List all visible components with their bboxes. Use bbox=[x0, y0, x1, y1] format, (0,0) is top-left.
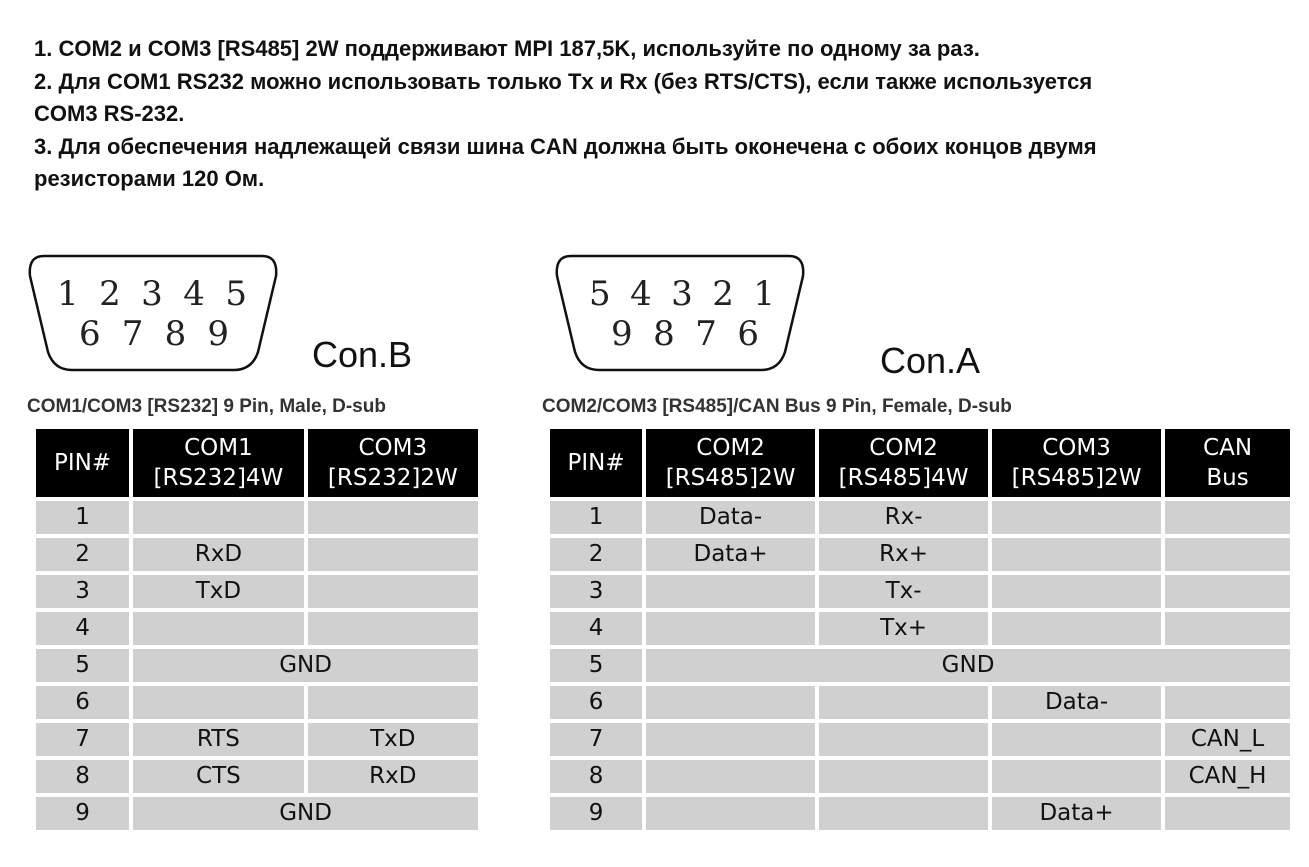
com3-2w-cell: Data+ bbox=[992, 797, 1161, 830]
con-a-caption: COM2/COM3 [RS485]/CAN Bus 9 Pin, Female, D-sub bbox=[542, 396, 1012, 417]
com3-cell bbox=[308, 538, 478, 571]
com2-2w-cell bbox=[646, 760, 815, 793]
com2-2w-cell bbox=[646, 797, 815, 830]
con-b-title: Con.B bbox=[312, 334, 413, 375]
header-can-bus: CAN Bus bbox=[1165, 429, 1290, 497]
pin-label: 1 bbox=[57, 274, 79, 314]
table-row bbox=[550, 538, 1290, 571]
table-row bbox=[550, 649, 1290, 682]
pin-label: 3 bbox=[141, 274, 163, 314]
notes-block bbox=[34, 33, 1284, 196]
pin-cell: 3 bbox=[550, 575, 642, 608]
com3-2w-cell bbox=[992, 538, 1161, 571]
pin-cell: 3 bbox=[36, 575, 129, 608]
pin-cell: 4 bbox=[36, 612, 129, 645]
table-row bbox=[36, 723, 478, 756]
table-row bbox=[36, 797, 478, 830]
pin-cell: 8 bbox=[36, 760, 129, 793]
com1-cell: TxD bbox=[133, 575, 303, 608]
com2-4w-cell: Rx+ bbox=[819, 538, 988, 571]
pin-label: 7 bbox=[121, 314, 144, 354]
pin-cell: 6 bbox=[550, 686, 642, 719]
can-bus-cell bbox=[1165, 797, 1290, 830]
pin-label: 2 bbox=[712, 274, 734, 314]
com1-cell: CTS bbox=[133, 760, 303, 793]
gnd-cell: GND bbox=[133, 797, 478, 830]
can-bus-cell bbox=[1165, 501, 1290, 534]
table-row bbox=[550, 575, 1290, 608]
pin-cell: 5 bbox=[36, 649, 129, 682]
com2-2w-cell: Data- bbox=[646, 501, 815, 534]
con-b-caption: COM1/COM3 [RS232] 9 Pin, Male, D-sub bbox=[27, 396, 386, 417]
com2-2w-cell bbox=[646, 723, 815, 756]
com3-2w-cell bbox=[992, 575, 1161, 608]
table-row bbox=[550, 501, 1290, 534]
pin-cell: 1 bbox=[550, 501, 642, 534]
pin-cell: 7 bbox=[550, 723, 642, 756]
pin-cell: 1 bbox=[36, 501, 129, 534]
header-pin: PIN# bbox=[36, 429, 129, 497]
header-com1: COM1 [RS232]4W bbox=[133, 429, 303, 497]
com2-4w-cell bbox=[819, 797, 988, 830]
pin-cell: 6 bbox=[36, 686, 129, 719]
com2-4w-cell bbox=[819, 760, 988, 793]
pin-label: 6 bbox=[79, 314, 101, 354]
table-header-row bbox=[36, 429, 478, 497]
pin-cell: 5 bbox=[550, 649, 642, 682]
com2-2w-cell bbox=[646, 686, 815, 719]
pin-cell: 2 bbox=[550, 538, 642, 571]
table-row bbox=[36, 575, 478, 608]
pin-label: 4 bbox=[183, 274, 205, 314]
table-row bbox=[36, 686, 478, 719]
pin-cell: 9 bbox=[550, 797, 642, 830]
con-a-title: Con.A bbox=[880, 340, 981, 381]
header-com2-4w: COM2 [RS485]4W bbox=[819, 429, 988, 497]
com1-cell bbox=[133, 501, 303, 534]
table-row bbox=[550, 797, 1290, 830]
pin-label: 5 bbox=[225, 274, 247, 314]
table-row bbox=[550, 723, 1290, 756]
com3-2w-cell bbox=[992, 501, 1161, 534]
table-row bbox=[36, 760, 478, 793]
pin-label: 5 bbox=[589, 274, 611, 314]
note-2: 2. Для COM1 RS232 можно использовать только Tx и Rx (без RTS/CTS), если также используется COM3 RS-232. bbox=[34, 68, 1093, 126]
pin-cell: 9 bbox=[36, 797, 129, 830]
gnd-cell: GND bbox=[646, 649, 1290, 682]
com1-cell: RxD bbox=[133, 538, 303, 571]
com2-4w-cell bbox=[819, 686, 988, 719]
pin-label: 9 bbox=[207, 314, 229, 354]
com3-2w-cell: Data- bbox=[992, 686, 1161, 719]
com2-4w-cell bbox=[819, 723, 988, 756]
pin-label: 6 bbox=[737, 314, 759, 354]
pin-label: 2 bbox=[99, 274, 121, 314]
com3-cell: TxD bbox=[308, 723, 478, 756]
table-header-row bbox=[550, 429, 1290, 497]
pin-label: 3 bbox=[671, 274, 693, 314]
com2-4w-cell: Tx+ bbox=[819, 612, 988, 645]
pin-cell: 8 bbox=[550, 760, 642, 793]
pin-label: 9 bbox=[611, 314, 633, 354]
connector-a-diagram bbox=[553, 252, 813, 377]
can-bus-cell: CAN_H bbox=[1165, 760, 1290, 793]
header-com3-2w: COM3 [RS485]2W bbox=[992, 429, 1161, 497]
table-row bbox=[36, 538, 478, 571]
table-row bbox=[550, 612, 1290, 645]
table-row bbox=[550, 760, 1290, 793]
con-b-pin-table bbox=[32, 425, 482, 834]
pin-label: 4 bbox=[630, 274, 652, 314]
com1-cell bbox=[133, 686, 303, 719]
table-row bbox=[36, 501, 478, 534]
com3-cell bbox=[308, 501, 478, 534]
com3-cell bbox=[308, 575, 478, 608]
gnd-cell: GND bbox=[133, 649, 478, 682]
table-row bbox=[36, 649, 478, 682]
com2-2w-cell bbox=[646, 612, 815, 645]
can-bus-cell: CAN_L bbox=[1165, 723, 1290, 756]
com2-2w-cell: Data+ bbox=[646, 538, 815, 571]
header-com3: COM3 [RS232]2W bbox=[308, 429, 478, 497]
connector-b-diagram bbox=[26, 252, 286, 377]
header-pin: PIN# bbox=[550, 429, 642, 497]
can-bus-cell bbox=[1165, 538, 1290, 571]
pin-label: 1 bbox=[753, 274, 775, 314]
note-1: 1. COM2 и COM3 [RS485] 2W поддерживают MPI 187,5K, используйте по одному за раз. bbox=[34, 36, 980, 61]
com2-2w-cell bbox=[646, 575, 815, 608]
header-com2-2w: COM2 [RS485]2W bbox=[646, 429, 815, 497]
com3-2w-cell bbox=[992, 612, 1161, 645]
pin-label: 7 bbox=[695, 314, 717, 354]
com3-cell bbox=[308, 612, 478, 645]
pin-label: 8 bbox=[653, 314, 675, 354]
com2-4w-cell: Rx- bbox=[819, 501, 988, 534]
com3-cell: RxD bbox=[308, 760, 478, 793]
com2-4w-cell: Tx- bbox=[819, 575, 988, 608]
pin-cell: 4 bbox=[550, 612, 642, 645]
com3-cell bbox=[308, 686, 478, 719]
can-bus-cell bbox=[1165, 612, 1290, 645]
com3-2w-cell bbox=[992, 723, 1161, 756]
can-bus-cell bbox=[1165, 575, 1290, 608]
com1-cell: RTS bbox=[133, 723, 303, 756]
pin-label: 8 bbox=[164, 314, 187, 354]
con-a-pin-table bbox=[546, 425, 1294, 834]
pin-cell: 2 bbox=[36, 538, 129, 571]
can-bus-cell bbox=[1165, 686, 1290, 719]
table-row bbox=[550, 686, 1290, 719]
com1-cell bbox=[133, 612, 303, 645]
pin-cell: 7 bbox=[36, 723, 129, 756]
com3-2w-cell bbox=[992, 760, 1161, 793]
note-3: 3. Для обеспечения надлежащей связи шина CAN должна быть оконечена с обоих концов двумя резисторами 120 Ом. bbox=[34, 133, 1097, 191]
table-row bbox=[36, 612, 478, 645]
